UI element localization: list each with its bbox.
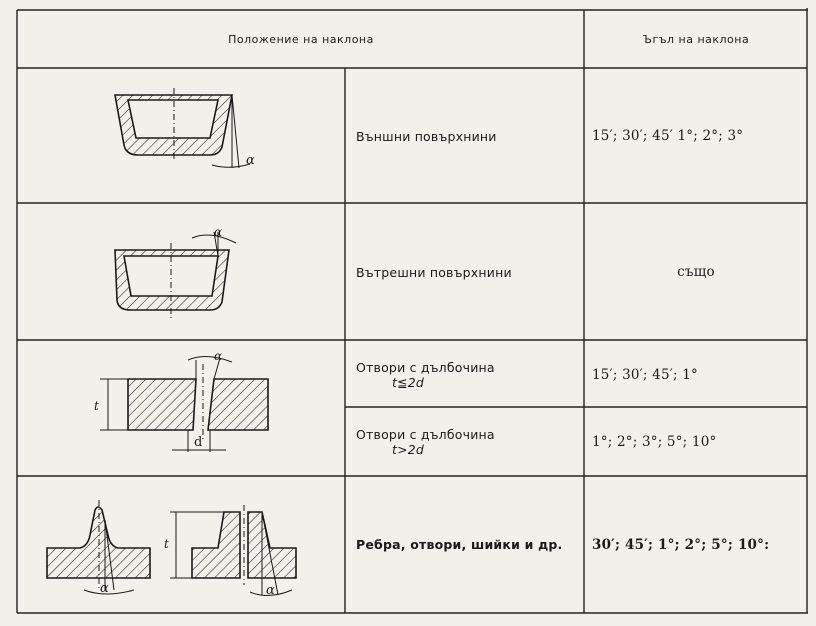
rib-draft-drawing xyxy=(47,500,150,596)
depth-label: t xyxy=(94,399,99,413)
row-angle-inner: също xyxy=(677,264,715,280)
inner-draft-drawing xyxy=(115,225,236,318)
row-condition: t≦2d xyxy=(392,375,425,390)
row-angle-outer: 15′; 30′; 45′ 1°; 2°; 3° xyxy=(592,128,744,144)
header-position: Положение на наклона xyxy=(228,32,374,46)
boss-draft-drawing xyxy=(164,505,296,598)
row-position-ribs: Ребра, отвори, шийки и др. xyxy=(356,537,563,552)
outer-draft-drawing xyxy=(115,88,255,168)
hole-draft-drawing xyxy=(94,349,268,452)
row-position-inner: Вътрешни повърхнини xyxy=(356,264,512,280)
diameter-label: d xyxy=(194,435,203,450)
alpha-label: α xyxy=(214,349,223,363)
row-position-label: Отвори с дълбочина xyxy=(356,427,495,442)
row-position-label: Отвори с дълбочина xyxy=(356,360,495,375)
row-condition: t>2d xyxy=(392,442,425,457)
row-position-outer: Външни повърхнини xyxy=(356,128,497,144)
alpha-label: α xyxy=(246,153,255,168)
header-angle: Ъгъл на наклона xyxy=(642,32,750,46)
row-angle-holes-deep: 1°; 2°; 3°; 5°; 10° xyxy=(592,434,717,450)
alpha-label: α xyxy=(100,581,109,596)
alpha-label: α xyxy=(214,225,223,239)
alpha-label: α xyxy=(266,583,275,598)
row-angle-ribs: 30′; 45′; 1°; 2°; 5°; 10°: xyxy=(592,536,770,553)
row-angle-holes-shallow: 15′; 30′; 45′; 1° xyxy=(592,367,698,383)
depth-label: t xyxy=(164,537,169,551)
